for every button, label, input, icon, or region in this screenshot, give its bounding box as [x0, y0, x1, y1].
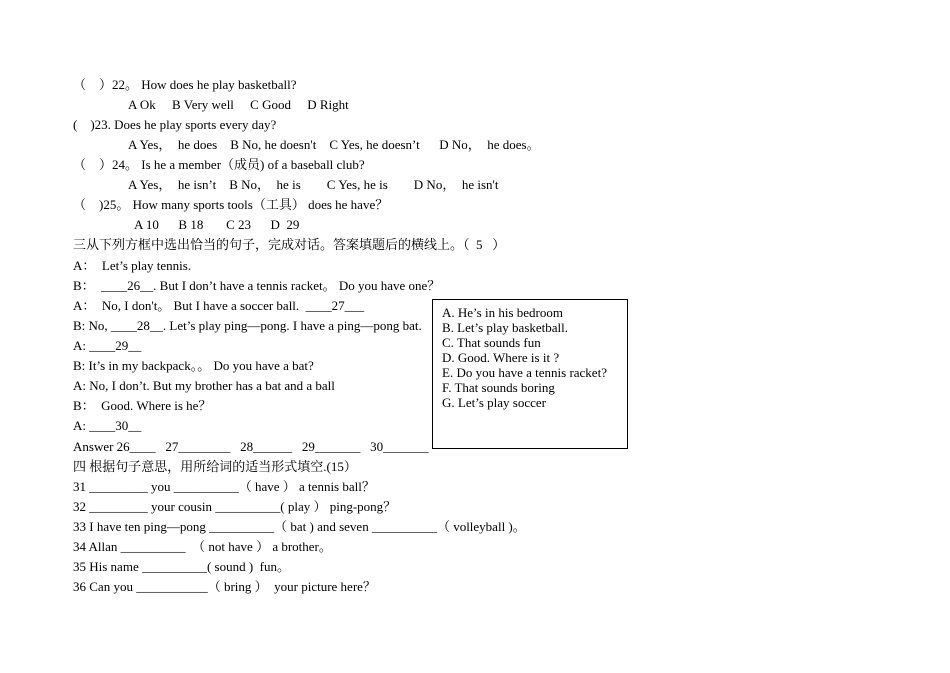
section-4-heading: 四 根据句子意思，用所给词的适当形式填空.(15） — [73, 459, 357, 474]
option-e: E. Do you have a tennis racket? — [442, 365, 607, 380]
question-25-options: A 10 B 18 C 23 D 29 — [134, 217, 300, 232]
dialogue-line: A： Let’s play tennis. — [73, 258, 192, 273]
dialogue-line: A: ____29__ — [73, 338, 142, 353]
option-f: F. That sounds boring — [442, 380, 555, 395]
dialogue-line: A： No, I don't。 But I have a soccer ball. ____27___ — [73, 298, 365, 313]
fill-in-31: 31 _________ you __________（ have ） a tennis ball？ — [73, 479, 375, 494]
option-b: B. Let’s play basketball. — [442, 320, 569, 335]
question-24-options: A Yes， he isn’t B No， he is C Yes, he is D No， he isn't — [128, 177, 499, 192]
dialogue-line: B: It’s in my backpack。。 Do you have a bat? — [73, 358, 314, 373]
question-22-options: A Ok B Very well C Good D Right — [128, 97, 349, 112]
option-a: A. He’s in his bedroom — [442, 305, 563, 320]
option-c: C. That sounds fun — [442, 335, 541, 350]
question-25: （ )25。 How many sports tools（工具） does he have？ — [73, 197, 389, 212]
question-23: ( )23. Does he play sports every day? — [73, 117, 277, 132]
question-22: （ ）22。 How does he play basketball? — [73, 77, 297, 92]
section-3-heading: 三从下列方框中选出恰当的句子，完成对话。答案填题后的横线上。（ 5 ） — [73, 237, 506, 252]
dialogue-line: B： ____26__. But I don’t have a tennis racket。 Do you have one？ — [73, 278, 441, 293]
dialogue-line: A: No, I don’t. But my brother has a bat and a ball — [73, 378, 335, 393]
options-box — [432, 299, 628, 449]
fill-in-34: 34 Allan __________ （ not have ） a brother。 — [73, 539, 332, 554]
option-g: G. Let’s play soccer — [442, 395, 546, 410]
fill-in-32: 32 _________ your cousin __________( play ） ping-pong？ — [73, 499, 397, 514]
answer-blanks: Answer 26____ 27________ 28______ 29_______ 30_______ — [73, 439, 429, 454]
question-24: （ ）24。 Is he a member（成员) of a baseball club? — [73, 157, 365, 172]
question-23-options: A Yes， he does B No, he doesn't C Yes, he doesn’t D No， he does。 — [128, 137, 540, 152]
fill-in-36: 36 Can you ___________（ bring ） your picture here？ — [73, 579, 376, 594]
fill-in-33: 33 I have ten ping—pong __________（ bat ) and seven __________（ volleyball )。 — [73, 519, 526, 534]
dialogue-line: B: No, ____28__. Let’s play ping—pong. I have a ping—pong bat. — [73, 318, 422, 333]
fill-in-35: 35 His name __________( sound ) fun。 — [73, 559, 291, 574]
dialogue-line: B： Good. Where is he？ — [73, 398, 212, 413]
dialogue-line: A: ____30__ — [73, 418, 142, 433]
option-d: D. Good. Where is it ? — [442, 350, 560, 365]
